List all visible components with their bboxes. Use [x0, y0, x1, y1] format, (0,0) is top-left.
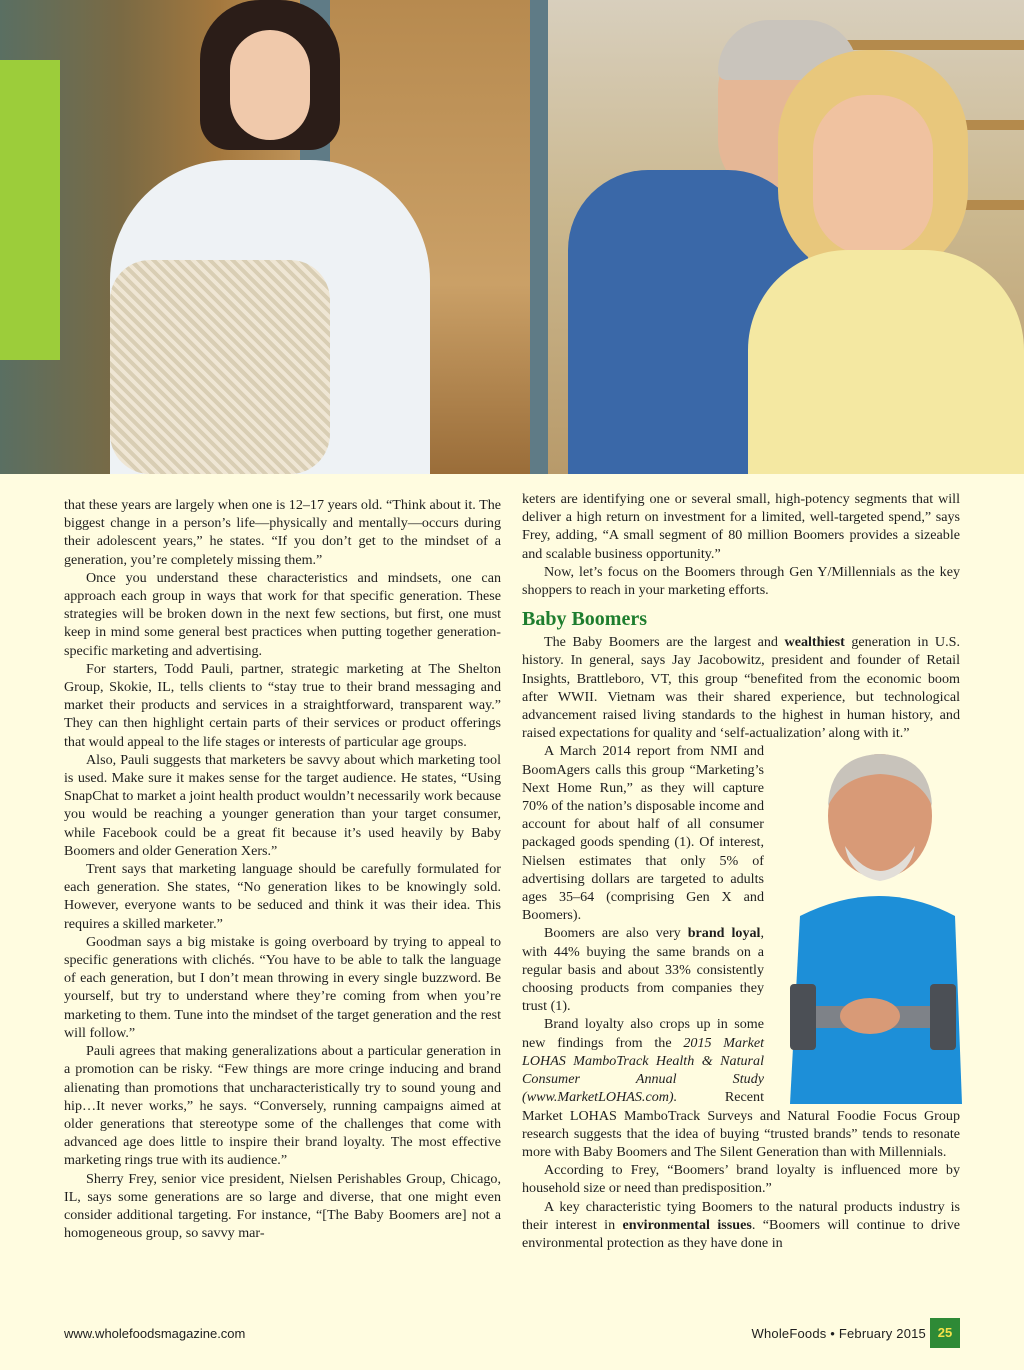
- shelf: [844, 40, 1024, 50]
- paragraph: Boomers are also very brand loyal, with 44% buying the same brands on a regular basis and about 33% consistently choosing products from companies they trust (1).: [522, 925, 764, 1015]
- paragraph: Trent says that marketing language should be carefully formulated for each generation. She states, “No generation likes to be knowingly sold. However, everyone wants to be seduced and think it was their idea. This requires a skilled marketer.”: [64, 861, 501, 932]
- bold-term: brand loyal: [687, 925, 761, 942]
- photo-senior-couple: [548, 0, 1024, 474]
- paragraph: Sherry Frey, senior vice president, Nielsen Perishables Group, Chicago, IL, says some generations are so large and diverse, that one might even consider additional targeting. For instance, “[The Baby Boomers are] not a homogeneous group, so savvy mar-: [64, 1170, 501, 1242]
- paragraph: Also, Pauli suggests that marketers be savvy about which marketing tool is used. Make sure it makes sense for the target audience. He states, “Using SnapChat to market a joint health product wouldn’t necessarily work because you would be reaching a younger generation than your target consumer, while Facebook could be a great fit because it’s used heavily by Baby Boomers and older Generation Xers.”: [64, 751, 501, 859]
- paragraph: For starters, Todd Pauli, partner, strategic marketing at The Shelton Group, Skokie, IL, tells clients to “stay true to their brand messaging and market their products and services in a straightforward, transparent way.” They can then highlight certain parts of their services or product offerings that would appeal to the life stages or interests of particular age groups.: [64, 660, 501, 750]
- mesh-bag: [110, 260, 330, 474]
- header-photo-strip: [0, 0, 1024, 474]
- paragraph: A March 2014 report from NMI and BoomAgers calls this group “Marketing’s Next Home Run,” as they will capture 70% of the nation’s disposable income and account for about half of all consumer packaged goods spending (1). Of interest, Nielsen estimates that only 5% of advertising dollars are targeted to adults ages 35–64 (comprising Gen X and Boomers).: [522, 743, 764, 924]
- section-heading-baby-boomers: Baby Boomers: [522, 608, 647, 631]
- store-sign: [0, 60, 60, 360]
- study-title: 2015 Market LOHAS MamboTrack Health & Natural Consumer Annual Study (www.MarketLOHAS.com).: [522, 1034, 764, 1106]
- paragraph: Goodman says a big mistake is going overboard by trying to appeal to specific generations with clichés. “You have to be able to talk the language of each generation, but I don’t mean throwing in every single buzzword. Be yourself, but try to understand where they’re coming from when you’re marketing to them. Tune into the mindset of the target generation and the rest will follow.”: [64, 933, 501, 1041]
- paragraph: According to Frey, “Boomers’ brand loyalty is influenced more by household size or need than predisposition.”: [522, 1162, 960, 1197]
- paragraph: The Baby Boomers are the largest and wealthiest generation in U.S. history. In general, says Jay Jacobowitz, president and founder of Retail Insights, Brattleboro, VT, this group “benefited from the economic boom after WWII. Vietnam was their shared experience, but technological advancement raised living standards to the highest in human history, and raised expectations for quality and ‘self-actualization’ along with it.”: [522, 634, 960, 742]
- woman2-face: [813, 95, 933, 255]
- article-column-left: [64, 496, 501, 1242]
- senior-man-illustration: [770, 746, 962, 1104]
- paragraph: Pauli agrees that making generalizations about a particular generation in a promotion can be risky. “Few things are more cringe inducing and brand alienating than promotions that uncharacteristically try to sound young and hip…It never works,” he says. “Conversely, running campaigns aimed at older generations that stereotype some of the challenges that come with advanced age does little to inspire their brand loyalty. The most effective marketing rings true with its audience.”: [64, 1043, 501, 1169]
- woman2-cardigan: [748, 250, 1024, 474]
- paragraph: Now, let’s focus on the Boomers through Gen Y/Millennials as the key shoppers to reach in your marketing efforts.: [522, 563, 960, 599]
- page-number: 25: [930, 1318, 960, 1348]
- bold-term: wealthiest: [784, 634, 845, 651]
- paragraph: Once you understand these characteristics and mindsets, one can approach each group in ways that work for that specific generation. These strategies will be broken down in the next few sections, but first, one must keep in mind some general best practices when putting together generation-specific marketing and advertising.: [64, 569, 501, 659]
- article-column-right: [522, 490, 960, 1252]
- paragraph: Brand loyalty also crops up in some new findings from the 2015 Market LOHAS MamboTrack Health & Natural Consumer Annual Study (www.MarketLOHAS.com). Recent Market LOHAS MamboTrack Surveys and Natural Foodie Focus Group research suggests that the idea of buying “trusted brands” tends to resonate more with Baby Boomers and The Silent Generation than with Millennials.: [522, 1016, 960, 1160]
- footer-website-url[interactable]: www.wholefoodsmagazine.com: [64, 1326, 246, 1341]
- paragraph: that these years are largely when one is 12–17 years old. “Think about it. The biggest change in a person’s life—physically and mentally—occurs during their adolescent years,” he states. “If you don’t get to the mindset of a generation, you’re completely missing them.”: [64, 497, 501, 568]
- bold-term: environmental issues: [622, 1216, 752, 1233]
- paragraph: A key characteristic tying Boomers to the natural products industry is their interest in environmental issues. “Boomers will continue to drive environmental protection as they have done in: [522, 1198, 961, 1251]
- footer-magazine-issue: WholeFoods • February 2015: [751, 1326, 926, 1341]
- photo-senior-man-dumbbell: [770, 746, 962, 1104]
- photo-young-woman-shopper: [0, 0, 548, 474]
- woman-face: [230, 30, 310, 140]
- paragraph: keters are identifying one or several small, high-potency segments that will deliver a high return on investment for a limited, well-targeted spend,” says Frey, adding, “A small segment of 80 million Boomers provides a sizeable and scalable business opportunity.”: [522, 491, 960, 562]
